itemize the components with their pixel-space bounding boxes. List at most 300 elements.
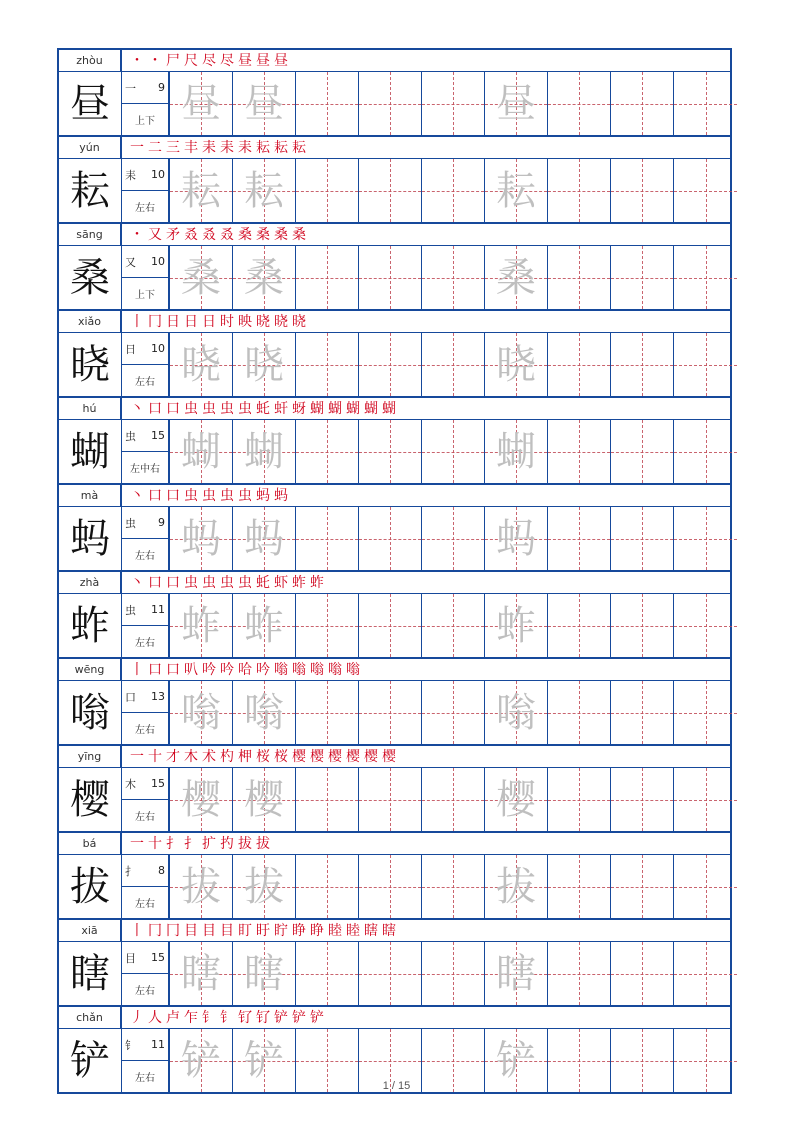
practice-grid-cell[interactable] [170,681,233,744]
practice-grid-cell[interactable] [233,681,296,744]
radical-label: 口 [125,690,136,704]
practice-grid-cell[interactable] [170,333,233,396]
pinyin-label: yún [59,137,122,158]
stroke-step: 晓 [274,313,288,330]
practice-grid-cell[interactable] [296,72,359,135]
practice-grid-cell[interactable] [674,855,737,918]
trace-character: 嗡 [244,689,284,736]
stroke-step: 拔 [256,835,270,852]
practice-grid-cell[interactable] [674,681,737,744]
stroke-step: 丰 [184,139,198,156]
practice-grid-cell[interactable] [422,855,485,918]
stroke-step: 铲 [292,1009,306,1026]
structure-cell [122,365,168,396]
pinyin-label: sāng [59,224,122,245]
practice-grid-cell[interactable] [548,942,611,1005]
stroke-count-label: 11 [151,603,165,616]
practice-grid-cell[interactable] [611,768,674,831]
practice-grid-cell[interactable] [170,942,233,1005]
trace-character: 拔 [496,863,536,910]
practice-grid-cell[interactable] [422,333,485,396]
character-block [59,311,730,398]
stroke-step: 虴 [256,400,270,417]
practice-grid-cell[interactable] [233,159,296,222]
trace-character: 蚂 [244,515,284,562]
writing-row [59,942,730,1005]
stroke-step: 一 [130,748,144,765]
practice-grid-cell[interactable] [233,768,296,831]
character-block [59,50,730,137]
practice-grid-cell[interactable] [296,420,359,483]
trace-character: 瞎 [496,950,536,997]
structure-cell [122,539,168,570]
practice-grid-cell[interactable] [674,420,737,483]
stroke-step: 耘 [292,139,306,156]
stroke-step: 虫 [184,574,198,591]
practice-grid-cell[interactable] [359,681,422,744]
stroke-step: 口 [166,400,180,417]
practice-grid-cell[interactable] [359,942,422,1005]
practice-grid-cell[interactable] [485,507,548,570]
stroke-step: 叭 [184,661,198,678]
radical-label: 日 [125,342,136,356]
practice-grid-cell[interactable] [233,594,296,657]
writing-row [59,333,730,396]
model-character-cell [59,681,122,744]
stroke-sequence [122,311,730,332]
stroke-step: 日 [166,313,180,330]
practice-grid-cell[interactable] [485,768,548,831]
practice-grid-cell[interactable] [233,855,296,918]
stroke-step: 樱 [346,748,360,765]
practice-grid-cell[interactable] [611,942,674,1005]
stroke-step: 虫 [238,574,252,591]
stroke-count-label: 9 [158,81,165,94]
practice-grid-cell[interactable] [296,942,359,1005]
stroke-step: 桑 [274,226,288,243]
stroke-sequence [122,746,730,767]
stroke-step: 木 [184,748,198,765]
stroke-step: 丶 [130,487,144,504]
practice-grid-cell[interactable] [611,72,674,135]
trace-character: 耘 [496,167,536,214]
stroke-step: 尽 [220,52,234,69]
practice-grid-cell[interactable] [359,507,422,570]
stroke-step: 蚂 [256,487,270,504]
stroke-step: 三 [166,139,180,156]
model-character-cell [59,768,122,831]
structure-cell [122,626,168,657]
stroke-step: ・ [130,226,144,243]
radical-and-count [122,159,168,191]
radical-label: 耒 [125,168,136,182]
practice-grid-cell[interactable] [170,246,233,309]
model-character: 铲 [70,1037,110,1084]
stroke-step: 口 [166,574,180,591]
radical-label: 目 [125,951,136,965]
stroke-step: 口 [166,661,180,678]
structure-label: 上下 [135,290,155,301]
character-info-cell [122,594,170,657]
radical-and-count [122,855,168,887]
practice-grid-cell[interactable] [485,942,548,1005]
practice-grid-cell[interactable] [296,246,359,309]
character-info-cell [122,681,170,744]
practice-grid-cell[interactable] [548,159,611,222]
stroke-step: 冂 [166,922,180,939]
radical-label: 木 [125,777,136,791]
stroke-step: 铲 [274,1009,288,1026]
stroke-step: 拔 [238,835,252,852]
stroke-count-label: 8 [158,864,165,877]
practice-grid-cell[interactable] [422,72,485,135]
stroke-step: 人 [148,1009,162,1026]
trace-character: 铲 [496,1037,536,1084]
stroke-step: 吟 [202,661,216,678]
stroke-sequence [122,398,730,419]
stroke-step: 虫 [202,487,216,504]
character-info-cell [122,942,170,1005]
stroke-order-strip [59,572,730,594]
practice-grid-cell[interactable] [296,159,359,222]
practice-grid-cell[interactable] [359,420,422,483]
character-block [59,572,730,659]
practice-grid-cell[interactable] [611,681,674,744]
stroke-step: 目 [184,922,198,939]
practice-grid-cell[interactable] [485,159,548,222]
stroke-count-label: 15 [151,951,165,964]
practice-grid-cell[interactable] [233,72,296,135]
character-block [59,746,730,833]
radical-and-count [122,681,168,713]
stroke-step: 又 [148,226,162,243]
trace-character: 瞎 [181,950,221,997]
practice-grid-cell[interactable] [674,246,737,309]
stroke-step: 嗡 [328,661,342,678]
trace-character: 铲 [181,1037,221,1084]
practice-grid-cell[interactable] [170,159,233,222]
stroke-step: 扌 [166,835,180,852]
structure-label: 左右 [135,812,155,823]
stroke-step: 盯 [238,922,252,939]
practice-grid-cell[interactable] [611,420,674,483]
practice-grid-cell[interactable] [296,594,359,657]
stroke-sequence [122,920,730,941]
radical-label: 扌 [125,864,136,878]
practice-grid-cell[interactable] [674,594,737,657]
practice-grid-cell[interactable] [233,507,296,570]
character-block [59,659,730,746]
practice-grid-cell[interactable] [548,72,611,135]
practice-grid-cell[interactable] [359,333,422,396]
practice-grid-cell[interactable] [422,507,485,570]
practice-grid-cell[interactable] [674,942,737,1005]
practice-grid-cell[interactable] [170,594,233,657]
practice-grid-cell[interactable] [548,855,611,918]
stroke-step: 乍 [184,1009,198,1026]
practice-grid-cell[interactable] [233,420,296,483]
practice-grid-cell[interactable] [611,246,674,309]
practice-grid-cell[interactable] [548,594,611,657]
practice-grid-cell[interactable] [296,681,359,744]
practice-grid-cell[interactable] [674,159,737,222]
model-character-cell [59,72,122,135]
stroke-step: 樱 [382,748,396,765]
stroke-count-label: 15 [151,777,165,790]
practice-grid-cell[interactable] [359,72,422,135]
trace-character: 樱 [181,776,221,823]
practice-grid-cell[interactable] [359,159,422,222]
radical-label: 虫 [125,429,136,443]
trace-character: 铲 [244,1037,284,1084]
trace-character: 晓 [244,341,284,388]
model-character: 桑 [70,254,110,301]
radical-label: 一 [125,81,136,95]
practice-grid-cell[interactable] [548,420,611,483]
practice-grid-cell[interactable] [296,333,359,396]
radical-and-count [122,507,168,539]
stroke-step: 扩 [202,835,216,852]
practice-grid-cell[interactable] [422,159,485,222]
stroke-step: 桜 [274,748,288,765]
structure-cell [122,191,168,222]
radical-and-count [122,333,168,365]
stroke-step: 桑 [256,226,270,243]
character-info-cell [122,768,170,831]
stroke-step: 柙 [238,748,252,765]
character-block [59,224,730,311]
practice-grid-cell[interactable] [296,507,359,570]
trace-character: 拔 [181,863,221,910]
structure-label: 左右 [135,725,155,736]
practice-grid-cell[interactable] [548,507,611,570]
model-character-cell [59,855,122,918]
stroke-step: 蚜 [292,400,306,417]
character-practice-sheet [57,48,732,1094]
stroke-step: 吟 [256,661,270,678]
stroke-step: 虫 [220,400,234,417]
stroke-step: 才 [166,748,180,765]
model-character: 蚂 [70,515,110,562]
stroke-step: 蚂 [274,487,288,504]
stroke-step: 尸 [166,52,180,69]
practice-grid-cell[interactable] [611,507,674,570]
writing-row [59,507,730,570]
structure-cell [122,104,168,135]
model-character-cell [59,507,122,570]
trace-character: 嗡 [496,689,536,736]
stroke-step: 虫 [202,574,216,591]
stroke-step: 虫 [238,487,252,504]
trace-character: 昼 [181,80,221,127]
structure-label: 左右 [135,377,155,388]
practice-grid-cell[interactable] [674,768,737,831]
practice-grid-cell[interactable] [359,594,422,657]
writing-row [59,72,730,135]
practice-grid-cell[interactable] [359,768,422,831]
stroke-step: 口 [148,661,162,678]
stroke-step: 一 [130,835,144,852]
practice-grid-cell[interactable] [674,507,737,570]
stroke-step: 晓 [256,313,270,330]
practice-grid-cell[interactable] [170,507,233,570]
structure-label: 上下 [135,116,155,127]
stroke-sequence [122,1007,730,1028]
stroke-step: 晓 [292,313,306,330]
writing-row [59,594,730,657]
practice-grid-cell[interactable] [611,594,674,657]
practice-grid-cell[interactable] [296,768,359,831]
stroke-step: 叒 [220,226,234,243]
trace-character: 蝴 [244,428,284,475]
practice-grid-cell[interactable] [170,768,233,831]
writing-row [59,246,730,309]
practice-grid-cell[interactable] [485,594,548,657]
radical-label: 钅 [125,1038,136,1052]
stroke-step: 昼 [274,52,288,69]
practice-grid-cell[interactable] [548,246,611,309]
stroke-step: 十 [148,835,162,852]
stroke-count-label: 9 [158,516,165,529]
stroke-count-label: 10 [151,255,165,268]
stroke-step: 瞎 [364,922,378,939]
character-info-cell [122,72,170,135]
radical-and-count [122,594,168,626]
model-character: 蚱 [70,602,110,649]
character-block [59,485,730,572]
stroke-count-label: 11 [151,1038,165,1051]
practice-grid-cell[interactable] [611,333,674,396]
radical-and-count [122,72,168,104]
practice-grid-cell[interactable] [485,420,548,483]
writing-row [59,159,730,222]
pinyin-label: zhòu [59,50,122,71]
radical-and-count [122,942,168,974]
stroke-step: 虫 [184,400,198,417]
structure-label: 左右 [135,203,155,214]
stroke-step: 钅 [220,1009,234,1026]
stroke-step: 丿 [130,1009,144,1026]
practice-grid-cell[interactable] [422,246,485,309]
pinyin-label: chǎn [59,1007,122,1028]
structure-cell [122,974,168,1005]
stroke-sequence [122,50,730,71]
radical-and-count [122,420,168,452]
stroke-step: ・ [148,52,162,69]
writing-row [59,681,730,744]
practice-grid-cell[interactable] [674,72,737,135]
stroke-order-strip [59,833,730,855]
radical-label: 虫 [125,603,136,617]
practice-grid-cell[interactable] [485,855,548,918]
practice-grid-cell[interactable] [359,855,422,918]
practice-grid-cell[interactable] [422,681,485,744]
stroke-step: 日 [202,313,216,330]
practice-grid-cell[interactable] [296,855,359,918]
stroke-step: 一 [130,139,144,156]
stroke-step: 时 [220,313,234,330]
stroke-sequence [122,224,730,245]
practice-grid-cell[interactable] [611,159,674,222]
practice-grid-cell[interactable] [674,333,737,396]
stroke-sequence [122,833,730,854]
stroke-step: 虷 [274,400,288,417]
stroke-step: 睁 [292,922,306,939]
practice-grid-cell[interactable] [233,333,296,396]
practice-grid-cell[interactable] [170,855,233,918]
structure-cell [122,713,168,744]
structure-label: 左右 [135,638,155,649]
practice-grid-cell[interactable] [359,246,422,309]
stroke-sequence [122,137,730,158]
stroke-step: 桜 [256,748,270,765]
stroke-step: 十 [148,748,162,765]
structure-label: 左中右 [130,464,160,475]
model-character: 晓 [70,341,110,388]
stroke-step: 冂 [148,922,162,939]
stroke-step: 昼 [256,52,270,69]
stroke-step: 钅 [202,1009,216,1026]
stroke-step: 矛 [166,226,180,243]
stroke-step: 虫 [202,400,216,417]
stroke-step: 眝 [274,922,288,939]
practice-grid-cell[interactable] [611,855,674,918]
stroke-step: 日 [184,313,198,330]
practice-grid-cell[interactable] [548,333,611,396]
pinyin-label: xiǎo [59,311,122,332]
stroke-step: 口 [148,400,162,417]
practice-grid-cell[interactable] [548,768,611,831]
stroke-sequence [122,659,730,680]
practice-grid-cell[interactable] [422,594,485,657]
practice-grid-cell[interactable] [422,768,485,831]
model-character: 嗡 [70,689,110,736]
stroke-count-label: 15 [151,429,165,442]
practice-grid-cell[interactable] [422,942,485,1005]
trace-character: 蝴 [496,428,536,475]
practice-grid-cell[interactable] [233,942,296,1005]
trace-character: 蚱 [244,602,284,649]
practice-grid-cell[interactable] [233,246,296,309]
stroke-sequence [122,485,730,506]
structure-label: 左右 [135,1073,155,1084]
structure-cell [122,278,168,309]
practice-grid-cell[interactable] [170,72,233,135]
radical-and-count [122,768,168,800]
stroke-step: 桑 [292,226,306,243]
stroke-step: 蝴 [310,400,324,417]
practice-grid-cell[interactable] [548,681,611,744]
stroke-step: ・ [130,52,144,69]
practice-grid-cell[interactable] [422,420,485,483]
practice-grid-cell[interactable] [485,681,548,744]
practice-grid-cell[interactable] [485,333,548,396]
structure-cell [122,800,168,831]
stroke-step: 口 [148,574,162,591]
practice-grid-cell[interactable] [485,72,548,135]
character-info-cell [122,507,170,570]
stroke-order-strip [59,1007,730,1029]
practice-grid-cell[interactable] [485,246,548,309]
model-character: 瞎 [70,950,110,997]
writing-row [59,855,730,918]
stroke-step: 哈 [238,661,252,678]
stroke-count-label: 10 [151,168,165,181]
character-info-cell [122,855,170,918]
practice-grid-cell[interactable] [170,420,233,483]
structure-cell [122,887,168,918]
stroke-step: 口 [166,487,180,504]
